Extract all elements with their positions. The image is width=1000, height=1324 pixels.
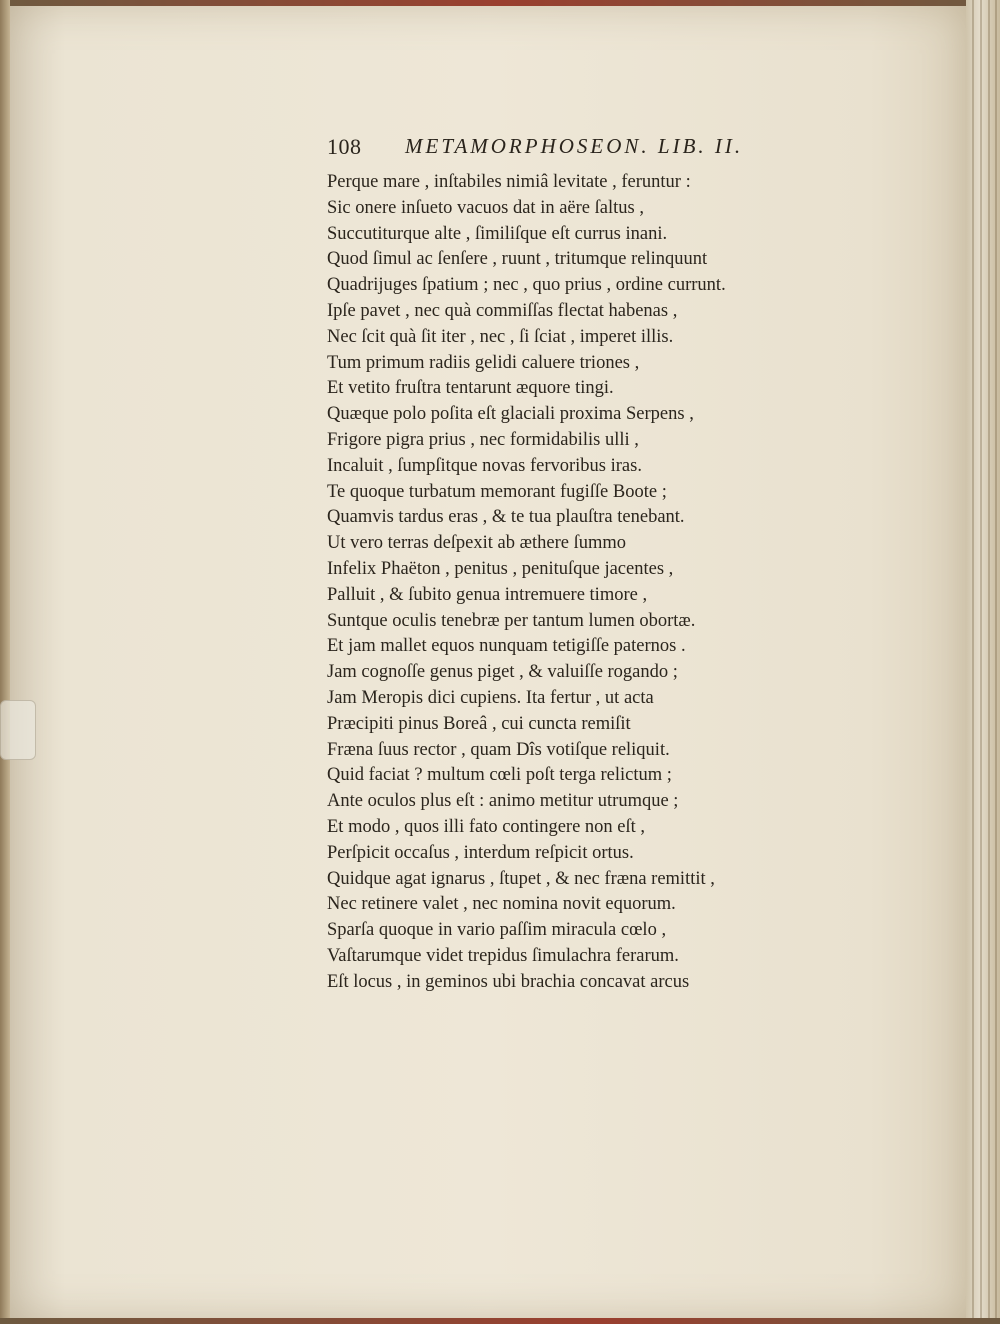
- verse-line: Quid faciat ? multum cœli poſt terga relictum ;: [327, 765, 672, 786]
- verse-line: Nec retinere valet , nec nomina novit equorum.: [327, 894, 676, 915]
- verse-line: Nec ſcit quà ſit iter , nec , ſi ſciat , imperet illis.: [327, 326, 674, 347]
- verse-line: Sparſa quoque in vario paſſim miracula cœlo ,: [327, 920, 667, 941]
- running-head: [327, 134, 797, 164]
- verse-line: Succutiturque alte , ſimiliſque eſt currus inani.: [327, 223, 668, 244]
- verse-line: Perſpicit occaſus , interdum reſpicit ortus.: [327, 842, 634, 863]
- verse-line: Fræna ſuus rector , quam Dîs votiſque reliquit.: [327, 739, 670, 760]
- verse-line: Jam Meropis dici cupiens. Ita fertur , ut acta: [327, 687, 654, 708]
- verse-line: Quidque agat ignarus , ſtupet , & nec fræna remittit ,: [327, 868, 715, 889]
- page-number: 108: [327, 134, 362, 159]
- verse-line: Incaluit , ſumpſitque novas fervoribus iras.: [327, 455, 642, 476]
- binding-bottom-edge: [0, 1318, 1000, 1324]
- verse-line: Suntque oculis tenebræ per tantum lumen obortæ.: [327, 610, 696, 631]
- verse-line: Tum primum radiis gelidi caluere triones ,: [327, 352, 640, 373]
- verse-line: Perque mare , inſtabiles nimiâ levitate , feruntur :: [327, 172, 691, 192]
- running-title: METAMORPHOSEON. LIB. II.: [405, 134, 744, 158]
- verse-line: Quæque polo poſita eſt glaciali proxima Serpens ,: [327, 404, 694, 425]
- verse-line: Quod ſimul ac ſenſere , ruunt , tritumque relinquunt: [327, 249, 708, 270]
- verse-line: Te quoque turbatum memorant fugiſſe Boote ;: [327, 481, 667, 502]
- verse-line: Frigore pigra prius , nec formidabilis ulli ,: [327, 429, 639, 450]
- tape-mark: [0, 700, 36, 760]
- verse-line: Et jam mallet equos nunquam tetigiſſe paternos .: [327, 636, 686, 657]
- page-fore-edge: [966, 0, 1000, 1324]
- verse-line: Quadrijuges ſpatium ; nec , quo prius , ordine currunt.: [327, 275, 726, 296]
- verse-line: Præcipiti pinus Boreâ , cui cuncta remiſit: [327, 713, 631, 734]
- verse-line: Et modo , quos illi fato contingere non eſt ,: [327, 816, 646, 837]
- verse-line: Palluit , & ſubito genua intremuere timore ,: [327, 584, 648, 605]
- verse-list: [327, 170, 807, 996]
- verse-line: Et vetito fruſtra tentarunt æquore tingi.: [327, 378, 614, 399]
- verse-line: Ut vero terras deſpexit ab æthere ſummo: [327, 533, 626, 554]
- verse-line: Eſt locus , in geminos ubi brachia concavat arcus: [327, 971, 690, 992]
- verse-line: Vaſtarumque videt trepidus ſimulachra ferarum.: [327, 945, 679, 966]
- verse-line: Quamvis tardus eras , & te tua plauſtra tenebant.: [327, 507, 685, 528]
- gutter-shadow: [0, 0, 10, 1324]
- verse-line: Ante oculos plus eſt : animo metitur utrumque ;: [327, 791, 679, 812]
- verse-line: Jam cognoſſe genus piget , & valuiſſe rogando ;: [327, 662, 678, 683]
- verse-line: Ipſe pavet , nec quà commiſſas flectat habenas ,: [327, 300, 678, 321]
- verse-line: Infelix Phaëton , penitus , penituſque jacentes ,: [327, 558, 674, 579]
- verse-line: Sic onere inſueto vacuos dat in aëre ſaltus ,: [327, 197, 644, 218]
